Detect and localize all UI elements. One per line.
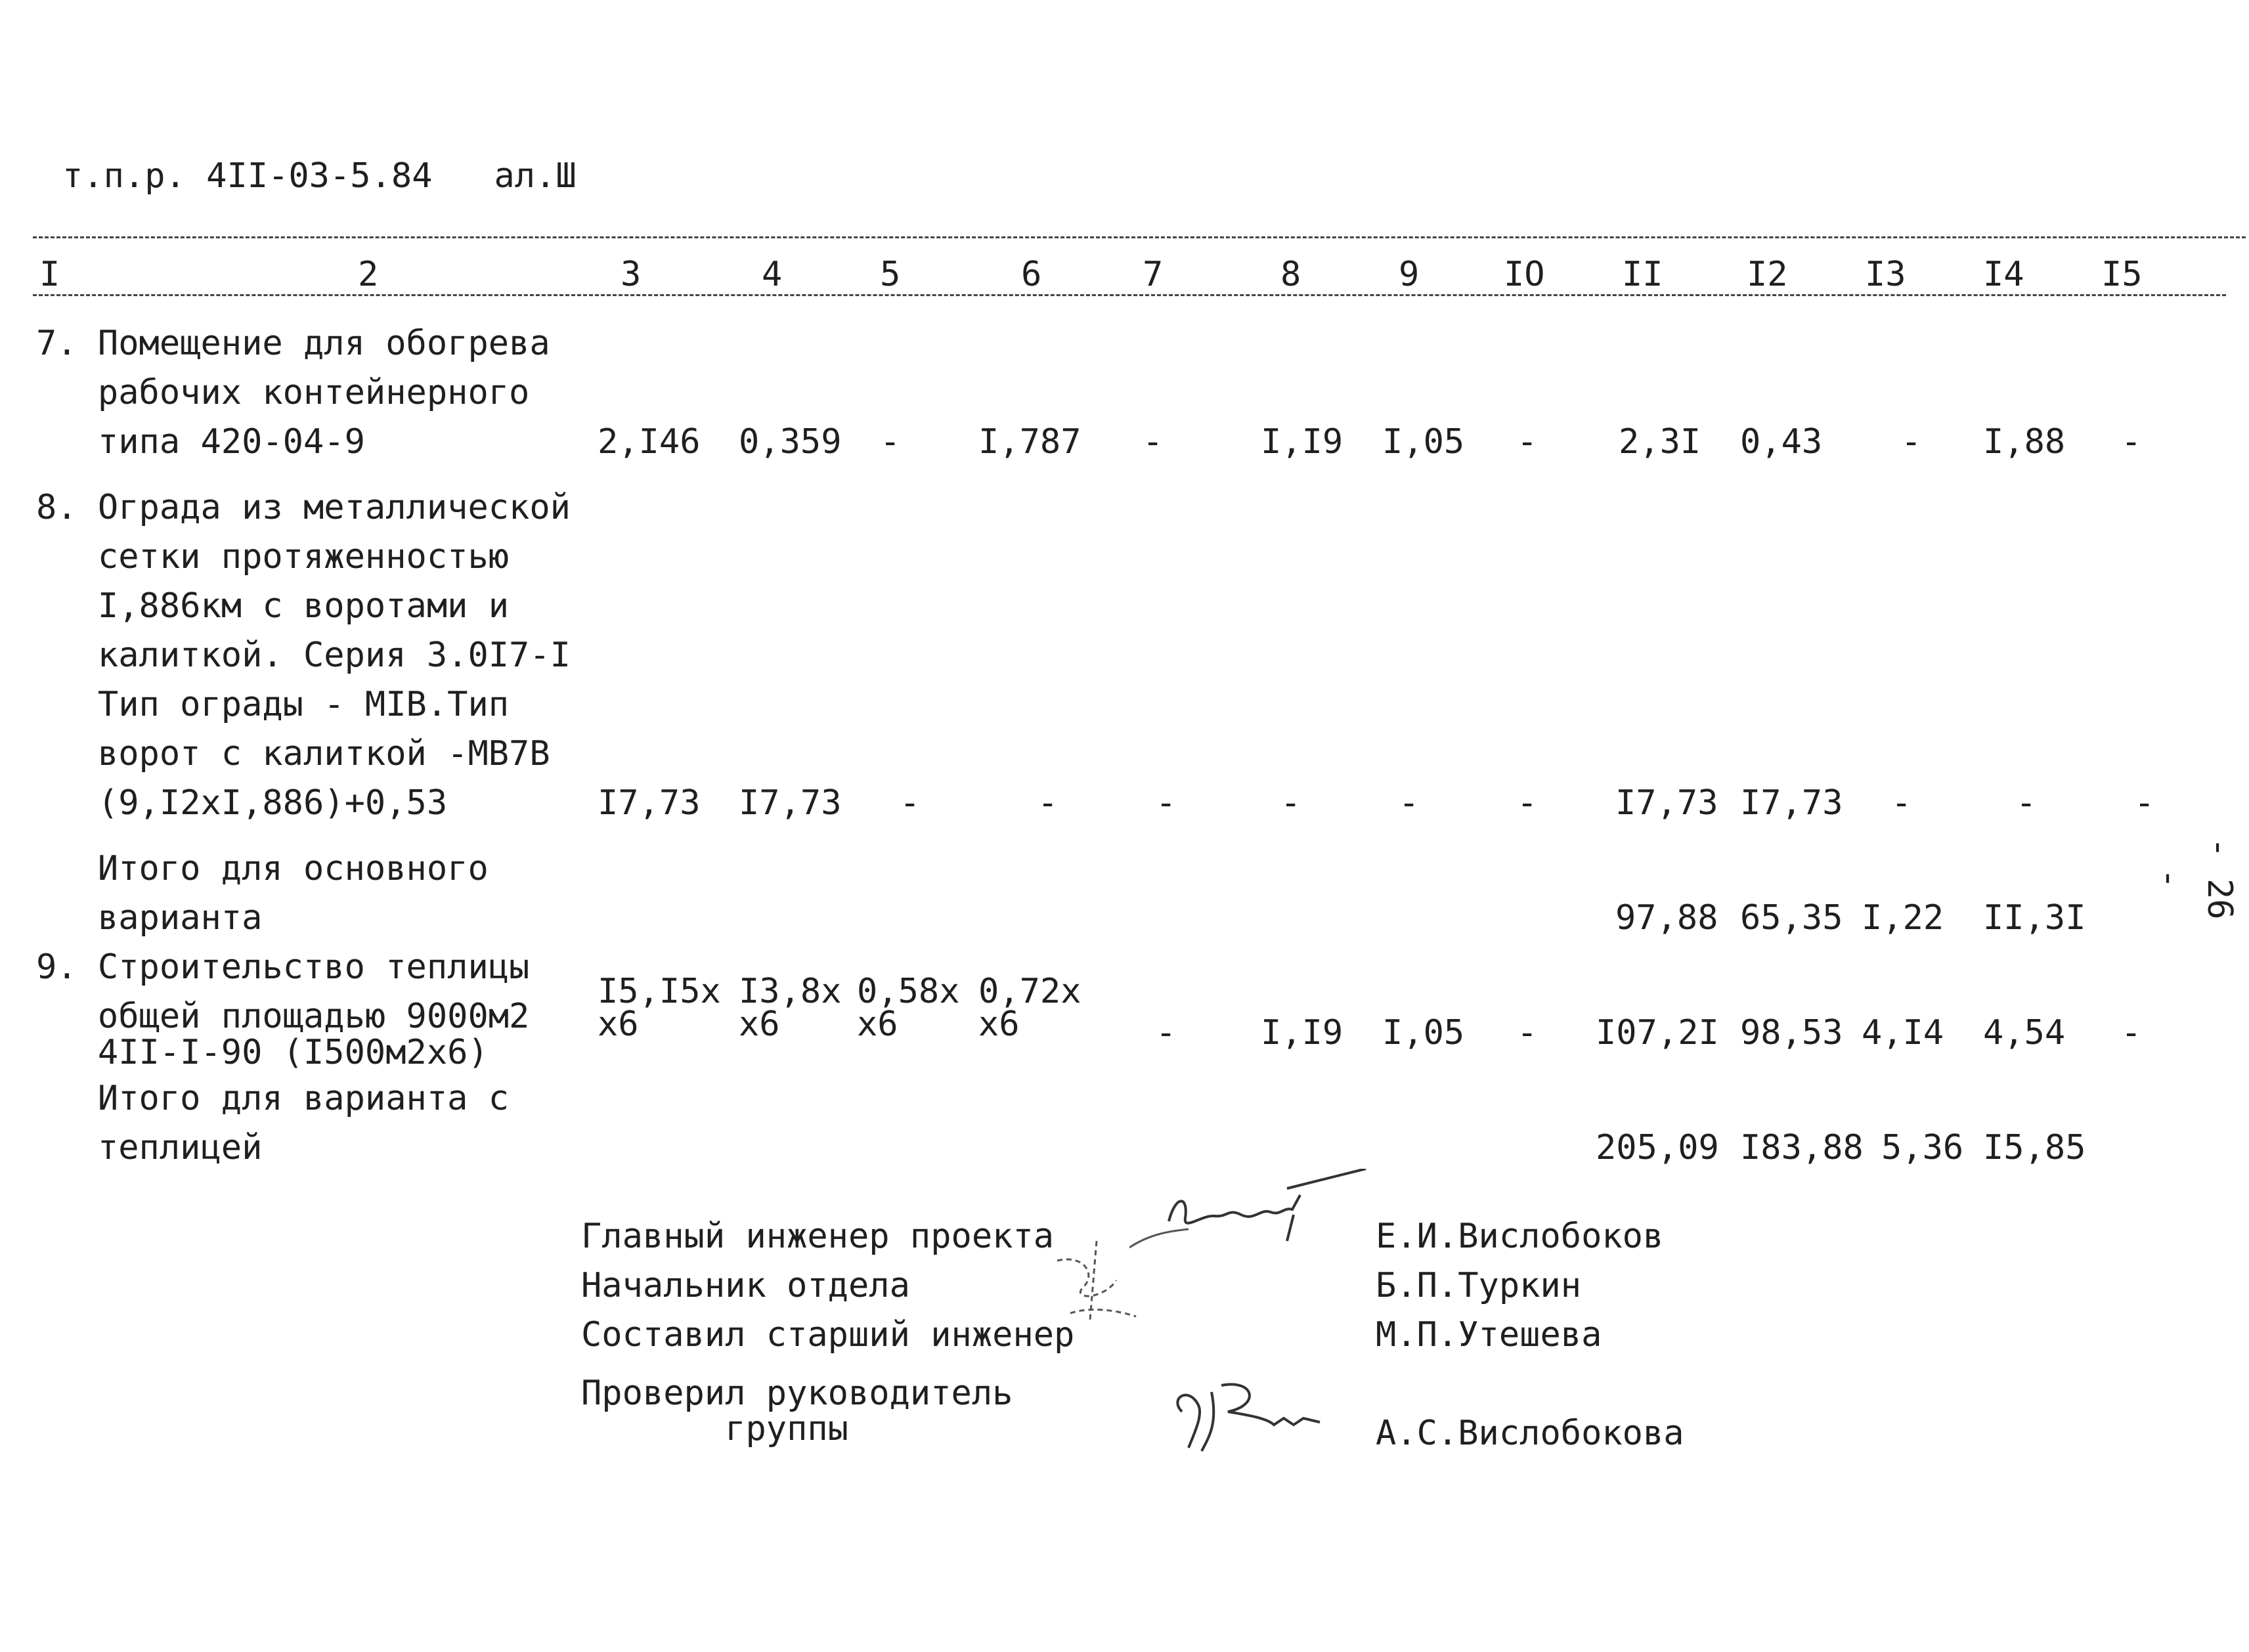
row-label-line: (9,I2хI,886)+0,53 (36, 783, 448, 823)
signatory-role: Главный инженер проекта (581, 1217, 1055, 1256)
handwritten-signature-group-leader (1162, 1372, 1333, 1458)
cell: 4,54 (1983, 1013, 2066, 1053)
cell: I,22 (1862, 898, 1944, 938)
cell: I3,8х х6 (739, 972, 842, 1044)
cell: 0,72х х6 (978, 972, 1081, 1044)
row-label-line: 8. Ограда из металлической (36, 488, 571, 527)
handwritten-signature-department-head (1044, 1234, 1149, 1333)
row-label-line: рабочих контейнерного (36, 373, 530, 412)
cell: - (1143, 422, 1164, 462)
row-label-line: варианта (36, 898, 263, 938)
cell: - (2121, 422, 2142, 462)
table-top-rule (33, 236, 2246, 238)
column-number: 7 (1143, 255, 1164, 294)
cell: - (1037, 783, 1059, 823)
signatory-name: А.С.Вислобокова (1376, 1414, 1684, 1453)
document-header: т.п.р. 4II-03-5.84 ал.Ш (62, 156, 577, 196)
column-number: I2 (1747, 255, 1788, 294)
cell: I7,73 (1615, 783, 1718, 823)
cell: I,05 (1382, 422, 1465, 462)
cell: I,I9 (1261, 1013, 1343, 1053)
row-label-line: Итого для основного (36, 849, 489, 888)
table-header-rule (33, 294, 2226, 296)
cell: 97,88 (1615, 898, 1718, 938)
signatory-name: М.П.Утешева (1376, 1315, 1602, 1355)
cell: - (2134, 783, 2155, 823)
cell: 2,I46 (598, 422, 701, 462)
cell: 0,58х х6 (857, 972, 960, 1044)
cell: - (1156, 1013, 1177, 1053)
cell: - (1901, 422, 1922, 462)
cell: 5,36 (1881, 1128, 1964, 1167)
row-label-line: калиткой. Серия 3.0I7-I (36, 636, 571, 675)
column-number: 2 (358, 255, 379, 294)
cell: I7,73 (598, 783, 701, 823)
cell: I7,73 (739, 783, 842, 823)
row-label-line: сетки протяженностью (36, 537, 510, 576)
cell: I5,I5х х6 (598, 972, 721, 1044)
cell: - (880, 422, 901, 462)
cell: - (1156, 783, 1177, 823)
cell: 65,35 (1740, 898, 1843, 938)
signatory-name: Е.И.Вислобоков (1376, 1217, 1664, 1256)
cell: - (1399, 783, 1420, 823)
column-number: 6 (1021, 255, 1042, 294)
column-number: IO (1504, 255, 1545, 294)
column-number: I5 (2101, 255, 2143, 294)
cell: 2,3I (1619, 422, 1701, 462)
row-label-line: типа 420-04-9 (36, 422, 365, 462)
cell: - (2121, 1013, 2142, 1053)
column-number: 8 (1280, 255, 1301, 294)
cell: 0,359 (739, 422, 842, 462)
row-label-line: Тип ограды - МIВ.Тип (36, 685, 510, 724)
row-label-line: общей площадью 9000м2 (36, 997, 530, 1036)
cell: - (1517, 783, 1538, 823)
row-label-line: 4II-I-90 (I500м2х6) (36, 1033, 489, 1072)
cell: - (1517, 422, 1538, 462)
cell: - (1280, 783, 1301, 823)
signatory-role: Проверил руководитель группы (581, 1374, 1013, 1448)
cell: II,3I (1983, 898, 2086, 938)
cell: 205,09 (1596, 1128, 1719, 1167)
cell: I5,85 (1983, 1128, 2086, 1167)
cell: I,05 (1382, 1013, 1465, 1053)
cell: 98,53 (1740, 1013, 1843, 1053)
column-number: 4 (762, 255, 783, 294)
row-label-line: Итого для варианта с (36, 1079, 510, 1118)
column-number: I (39, 255, 60, 294)
column-number: 5 (880, 255, 901, 294)
column-number: 3 (621, 255, 642, 294)
cell: I07,2I (1596, 1013, 1719, 1053)
cell: I,I9 (1261, 422, 1343, 462)
cell: 4,I4 (1862, 1013, 1944, 1053)
signatory-role: Начальник отдела (581, 1266, 910, 1305)
handwritten-signature-chief-engineer (1129, 1169, 1379, 1261)
page-number: - 26 - (2150, 837, 2239, 920)
row-label-line: I,886км с воротами и (36, 586, 510, 626)
cell: I,787 (978, 422, 1081, 462)
cell: - (900, 783, 921, 823)
row-label-line: теплицей (36, 1128, 263, 1167)
column-number: 9 (1399, 255, 1420, 294)
column-number: II (1622, 255, 1663, 294)
row-label-line: 7. Помещение для обогрева (36, 324, 550, 363)
cell: I7,73 (1740, 783, 1843, 823)
column-number: I4 (1983, 255, 2024, 294)
cell: I,88 (1983, 422, 2066, 462)
cell: I83,88 (1740, 1128, 1864, 1167)
cell: - (2016, 783, 2037, 823)
cell: 0,43 (1740, 422, 1823, 462)
signatory-role: Составил старший инженер (581, 1315, 1075, 1355)
signatory-name: Б.П.Туркин (1376, 1266, 1582, 1305)
row-label-line: ворот с калиткой -МВ7В (36, 734, 550, 773)
cell: - (1891, 783, 1912, 823)
column-number: I3 (1865, 255, 1906, 294)
cell: - (1517, 1013, 1538, 1053)
row-label-line: 9. Строительство теплицы (36, 947, 530, 987)
